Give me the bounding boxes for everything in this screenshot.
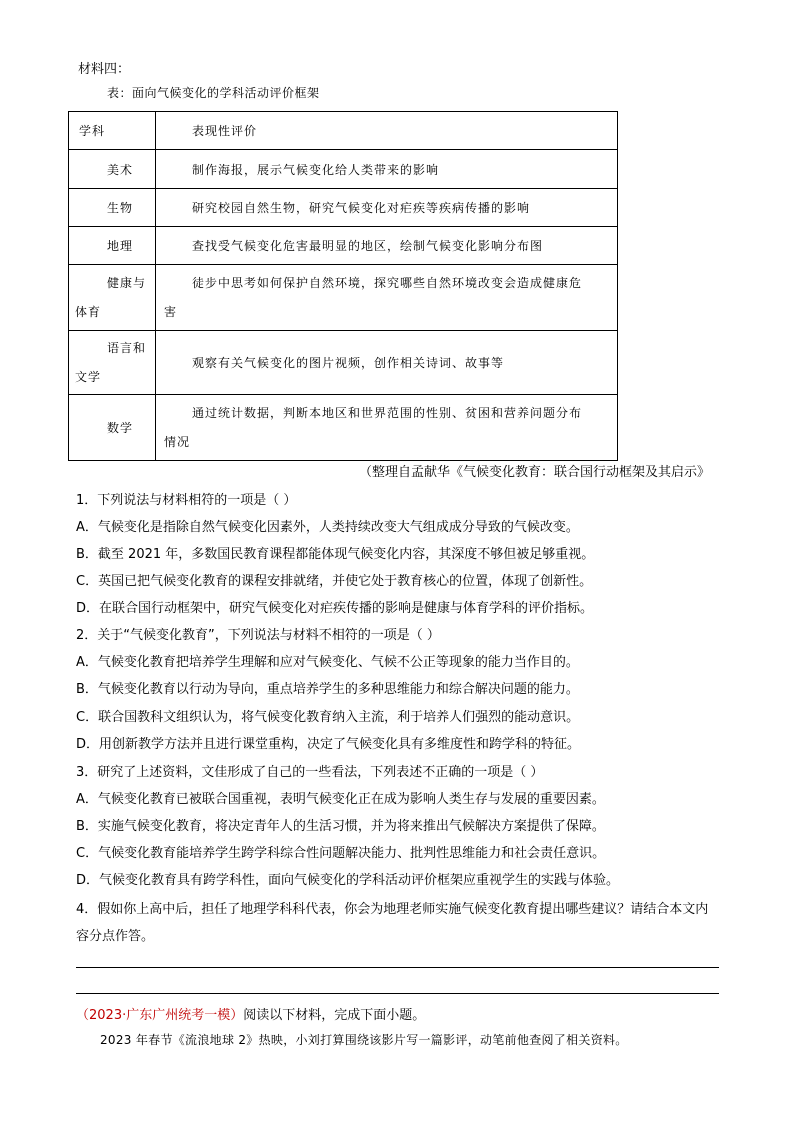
section-instruction: 阅读以下材料，完成下面小题。 <box>243 1008 426 1023</box>
row-evaluation: 观察有关气候变化的图片视频，创作相关诗词、故事等 <box>156 331 618 395</box>
row-evaluation: 通过统计数据，判断本地区和世界范围的性别、贫困和营养问题分布 情况 <box>156 395 618 461</box>
material-heading: 材料四： <box>78 62 131 77</box>
table-row <box>69 395 618 461</box>
next-section-intro <box>76 1004 425 1023</box>
table-row <box>69 331 618 395</box>
row-evaluation: 徒步中思考如何保护自然环境，探究哪些自然环境改变会造成健康危 害 <box>156 265 618 331</box>
material-first-line: 2023 年春节《流浪地球 2》热映，小刘打算围绕该影片写一篇影评，动笔前他查阅了相关资料。 <box>100 1033 628 1047</box>
question-1-option-b: B．截至 2021 年，多数国民教育课程都能体现气候变化内容，其深度不够但被足够重视。 <box>76 547 595 562</box>
header-subject: 学科 <box>69 112 156 150</box>
question-4-stem: 4．假如你上高中后，担任了地理学科科代表，你会为地理老师实施气候变化教育提出哪些建议？请结合本文内容分点作答。 <box>76 902 709 944</box>
question-3-option-b: B．实施气候变化教育，将决定青年人的生活习惯，并为将来推出气候解决方案提供了保障。 <box>76 819 605 834</box>
row-evaluation: 制作海报，展示气候变化给人类带来的影响 <box>156 150 618 189</box>
answer-line <box>76 993 719 994</box>
row-evaluation: 查找受气候变化危害最明显的地区，绘制气候变化影响分布图 <box>156 227 618 265</box>
question-3-option-a: A．气候变化教育已被联合国重视，表明气候变化正在成为影响人类生存与发展的重要因素。 <box>76 792 605 807</box>
row-subject: 健康与 体育 <box>69 265 156 331</box>
question-1-option-a: A．气候变化是指除自然气候变化因素外，人类持续改变大气组成成分导致的气候改变。 <box>76 520 579 535</box>
question-2-option-c: C．联合国教科文组织认为，将气候变化教育纳入主流，利于培养人们强烈的能动意识。 <box>76 710 580 725</box>
answer-line <box>76 967 719 968</box>
question-1-option-d: D．在联合国行动框架中，研究气候变化对疟疾传播的影响是健康与体育学科的评价指标。 <box>76 601 594 616</box>
question-2-option-d: D．用创新教学方法并且进行课堂重构，决定了气候变化具有多维度性和跨学科的特征。 <box>76 737 581 752</box>
table-header-row <box>69 112 618 150</box>
question-1-option-c: C．英国已把气候变化教育的课程安排就绪，并使它处于教育核心的位置，体现了创新性。 <box>76 574 593 589</box>
question-2-option-b: B．气候变化教育以行动为导向，重点培养学生的多种思维能力和综合解决问题的能力。 <box>76 682 579 697</box>
row-subject: 地理 <box>69 227 156 265</box>
evaluation-framework-table <box>68 111 618 461</box>
exam-source-tag: （2023·广东广州统考一模） <box>76 1008 244 1023</box>
table-row <box>69 265 618 331</box>
row-subject: 语言和 文学 <box>69 331 156 395</box>
table-row <box>69 189 618 227</box>
source-citation: （整理自孟献华《气候变化教育：联合国行动框架及其启示》 <box>358 465 710 480</box>
table-row <box>69 150 618 189</box>
row-subject: 美术 <box>69 150 156 189</box>
header-evaluation: 表现性评价 <box>156 112 618 150</box>
table-caption: 表：面向气候变化的学科活动评价框架 <box>107 86 320 100</box>
table-row <box>69 227 618 265</box>
question-3-option-d: D．气候变化教育具有跨学科性，面向气候变化的学科活动评价框架应重视学生的实践与体验。 <box>76 873 620 888</box>
question-2-stem: 2．关于“气候变化教育”，下列说法与材料不相符的一项是（ ） <box>76 628 440 643</box>
row-subject: 数学 <box>69 395 156 461</box>
question-3-option-c: C．气候变化教育能培养学生跨学科综合性问题解决能力、批判性思维能力和社会责任意识。 <box>76 846 606 861</box>
question-2-option-a: A．气候变化教育把培养学生理解和应对气候变化、气候不公正等现象的能力当作目的。 <box>76 655 579 670</box>
question-1-stem: 1．下列说法与材料相符的一项是（ ） <box>76 493 297 508</box>
question-3-stem: 3．研究了上述资料，文佳形成了自己的一些看法，下列表述不正确的一项是（ ） <box>76 765 544 780</box>
row-evaluation: 研究校园自然生物，研究气候变化对疟疾等疾病传播的影响 <box>156 189 618 227</box>
row-subject: 生物 <box>69 189 156 227</box>
